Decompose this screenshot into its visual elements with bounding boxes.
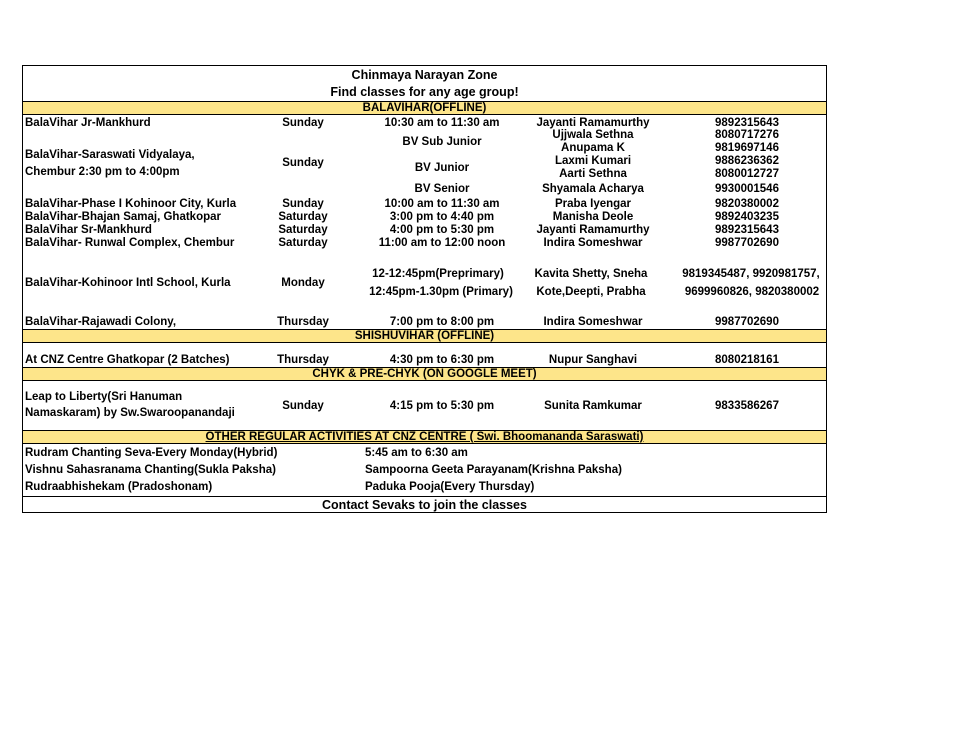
class-teacher: Manisha Deole [552, 211, 634, 223]
class-teacher: Ujjwala Sethna [552, 129, 634, 141]
class-teacher: Jayanti Ramamurthy [536, 224, 650, 236]
schedule-sheet [22, 65, 827, 513]
class-name: BalaVihar-Kohinoor Intl School, Kurla [25, 277, 231, 289]
class-phone: 9892403235 [715, 211, 779, 223]
class-day: Sunday [282, 157, 324, 169]
class-time: 4:30 pm to 6:30 pm [389, 354, 495, 366]
class-name: BalaVihar-Phase I Kohinoor City, Kurla [25, 198, 237, 210]
class-day: Thursday [277, 354, 329, 366]
class-day: Saturday [278, 224, 328, 236]
sheet-title: Chinmaya Narayan Zone [351, 68, 498, 82]
activity-name: Rudraabhishekam (Pradoshonam) [25, 481, 213, 493]
class-name: BalaVihar-Saraswati Vidyalaya, [25, 149, 195, 161]
activity-detail: Paduka Pooja(Every Thursday) [365, 481, 535, 493]
group-label: BV Senior [414, 183, 470, 195]
class-teacher: Sunita Ramkumar [544, 400, 642, 412]
class-name: BalaVihar Jr-Mankhurd [25, 117, 151, 129]
class-name: BalaVihar-Rajawadi Colony, [25, 316, 177, 328]
class-phone: 8080012727 [715, 168, 779, 180]
class-name: Leap to Liberty(Sri Hanuman [25, 391, 183, 403]
class-phone: 9886236362 [715, 155, 779, 167]
class-teacher: Kote,Deepti, Prabha [536, 286, 646, 298]
class-phone: 9892315643 [715, 224, 779, 236]
class-phone: 9892315643 [715, 117, 779, 129]
class-teacher: Indira Someshwar [543, 316, 643, 328]
class-phone: 9930001546 [715, 183, 779, 195]
class-day: Sunday [282, 117, 324, 129]
class-day: Saturday [278, 237, 328, 249]
class-time: 3:00 pm to 4:40 pm [389, 211, 495, 223]
class-teacher: Kavita Shetty, Sneha [534, 268, 648, 280]
class-phone: 8080218161 [715, 354, 779, 366]
class-phone: 9987702690 [715, 316, 779, 328]
class-day: Thursday [277, 316, 329, 328]
class-day: Monday [281, 277, 325, 289]
class-time: 11:00 am to 12:00 noon [378, 237, 506, 249]
footer-note: Contact Sevaks to join the classes [23, 496, 826, 513]
class-phone: 9819697146 [715, 142, 779, 154]
group-label: BV Junior [414, 162, 470, 174]
class-day: Sunday [282, 400, 324, 412]
class-teacher: Nupur Sanghavi [548, 354, 638, 366]
class-name: At CNZ Centre Ghatkopar (2 Batches) [25, 354, 230, 366]
class-phone: 9820380002 [715, 198, 779, 210]
class-teacher: Praba Iyengar [554, 198, 632, 210]
class-phone: 9833586267 [715, 400, 779, 412]
class-day: Sunday [282, 198, 324, 210]
class-phone: 9819345487, 9920981757, [682, 268, 820, 280]
class-name: BalaVihar-Bhajan Samaj, Ghatkopar [25, 211, 221, 223]
activity-detail: 5:45 am to 6:30 am [365, 447, 468, 459]
sheet-subtitle: Find classes for any age group! [330, 85, 519, 99]
class-time: 10:30 am to 11:30 am [384, 117, 500, 129]
class-time: 4:15 pm to 5:30 pm [389, 400, 495, 412]
section-chyk: CHYK & PRE-CHYK (ON GOOGLE MEET) [23, 367, 826, 381]
activity-name: Vishnu Sahasranama Chanting(Sukla Paksha) [25, 464, 276, 476]
class-name: Namaskaram) by Sw.Swaroopanandaji [25, 407, 235, 419]
class-phone: 9699960826, 9820380002 [684, 286, 820, 298]
group-label: BV Sub Junior [402, 136, 482, 148]
class-phone: 9987702690 [715, 237, 779, 249]
class-time: 12:45pm-1.30pm (Primary) [369, 286, 513, 298]
class-phone: 8080717276 [715, 129, 779, 141]
class-teacher: Shyamala Acharya [542, 183, 644, 195]
class-time: 7:00 pm to 8:00 pm [389, 316, 495, 328]
class-teacher: Laxmi Kumari [554, 155, 632, 167]
class-time: 10:00 am to 11:30 am [384, 198, 500, 210]
activity-name: Rudram Chanting Seva-Every Monday(Hybrid) [25, 447, 278, 459]
class-name: Chembur 2:30 pm to 4:00pm [25, 166, 180, 178]
class-teacher: Indira Someshwar [543, 237, 643, 249]
class-name: BalaVihar- Runwal Complex, Chembur [25, 237, 235, 249]
section-balavihar: BALAVIHAR(OFFLINE) [23, 101, 826, 115]
class-time: 4:00 pm to 5:30 pm [389, 224, 495, 236]
section-other-activities: OTHER REGULAR ACTIVITIES AT CNZ CENTRE ( Swi. Bhoomananda Saraswati) [23, 430, 826, 444]
activity-detail: Sampoorna Geeta Parayanam(Krishna Paksha) [365, 464, 622, 476]
class-teacher: Aarti Sethna [559, 168, 627, 180]
class-time: 12-12:45pm(Preprimary) [372, 268, 504, 280]
class-teacher: Jayanti Ramamurthy [536, 117, 650, 129]
class-name: BalaVihar Sr-Mankhurd [25, 224, 152, 236]
section-shishuvihar: SHISHUVIHAR (OFFLINE) [23, 329, 826, 343]
class-teacher: Anupama K [561, 142, 625, 154]
class-day: Saturday [278, 211, 328, 223]
